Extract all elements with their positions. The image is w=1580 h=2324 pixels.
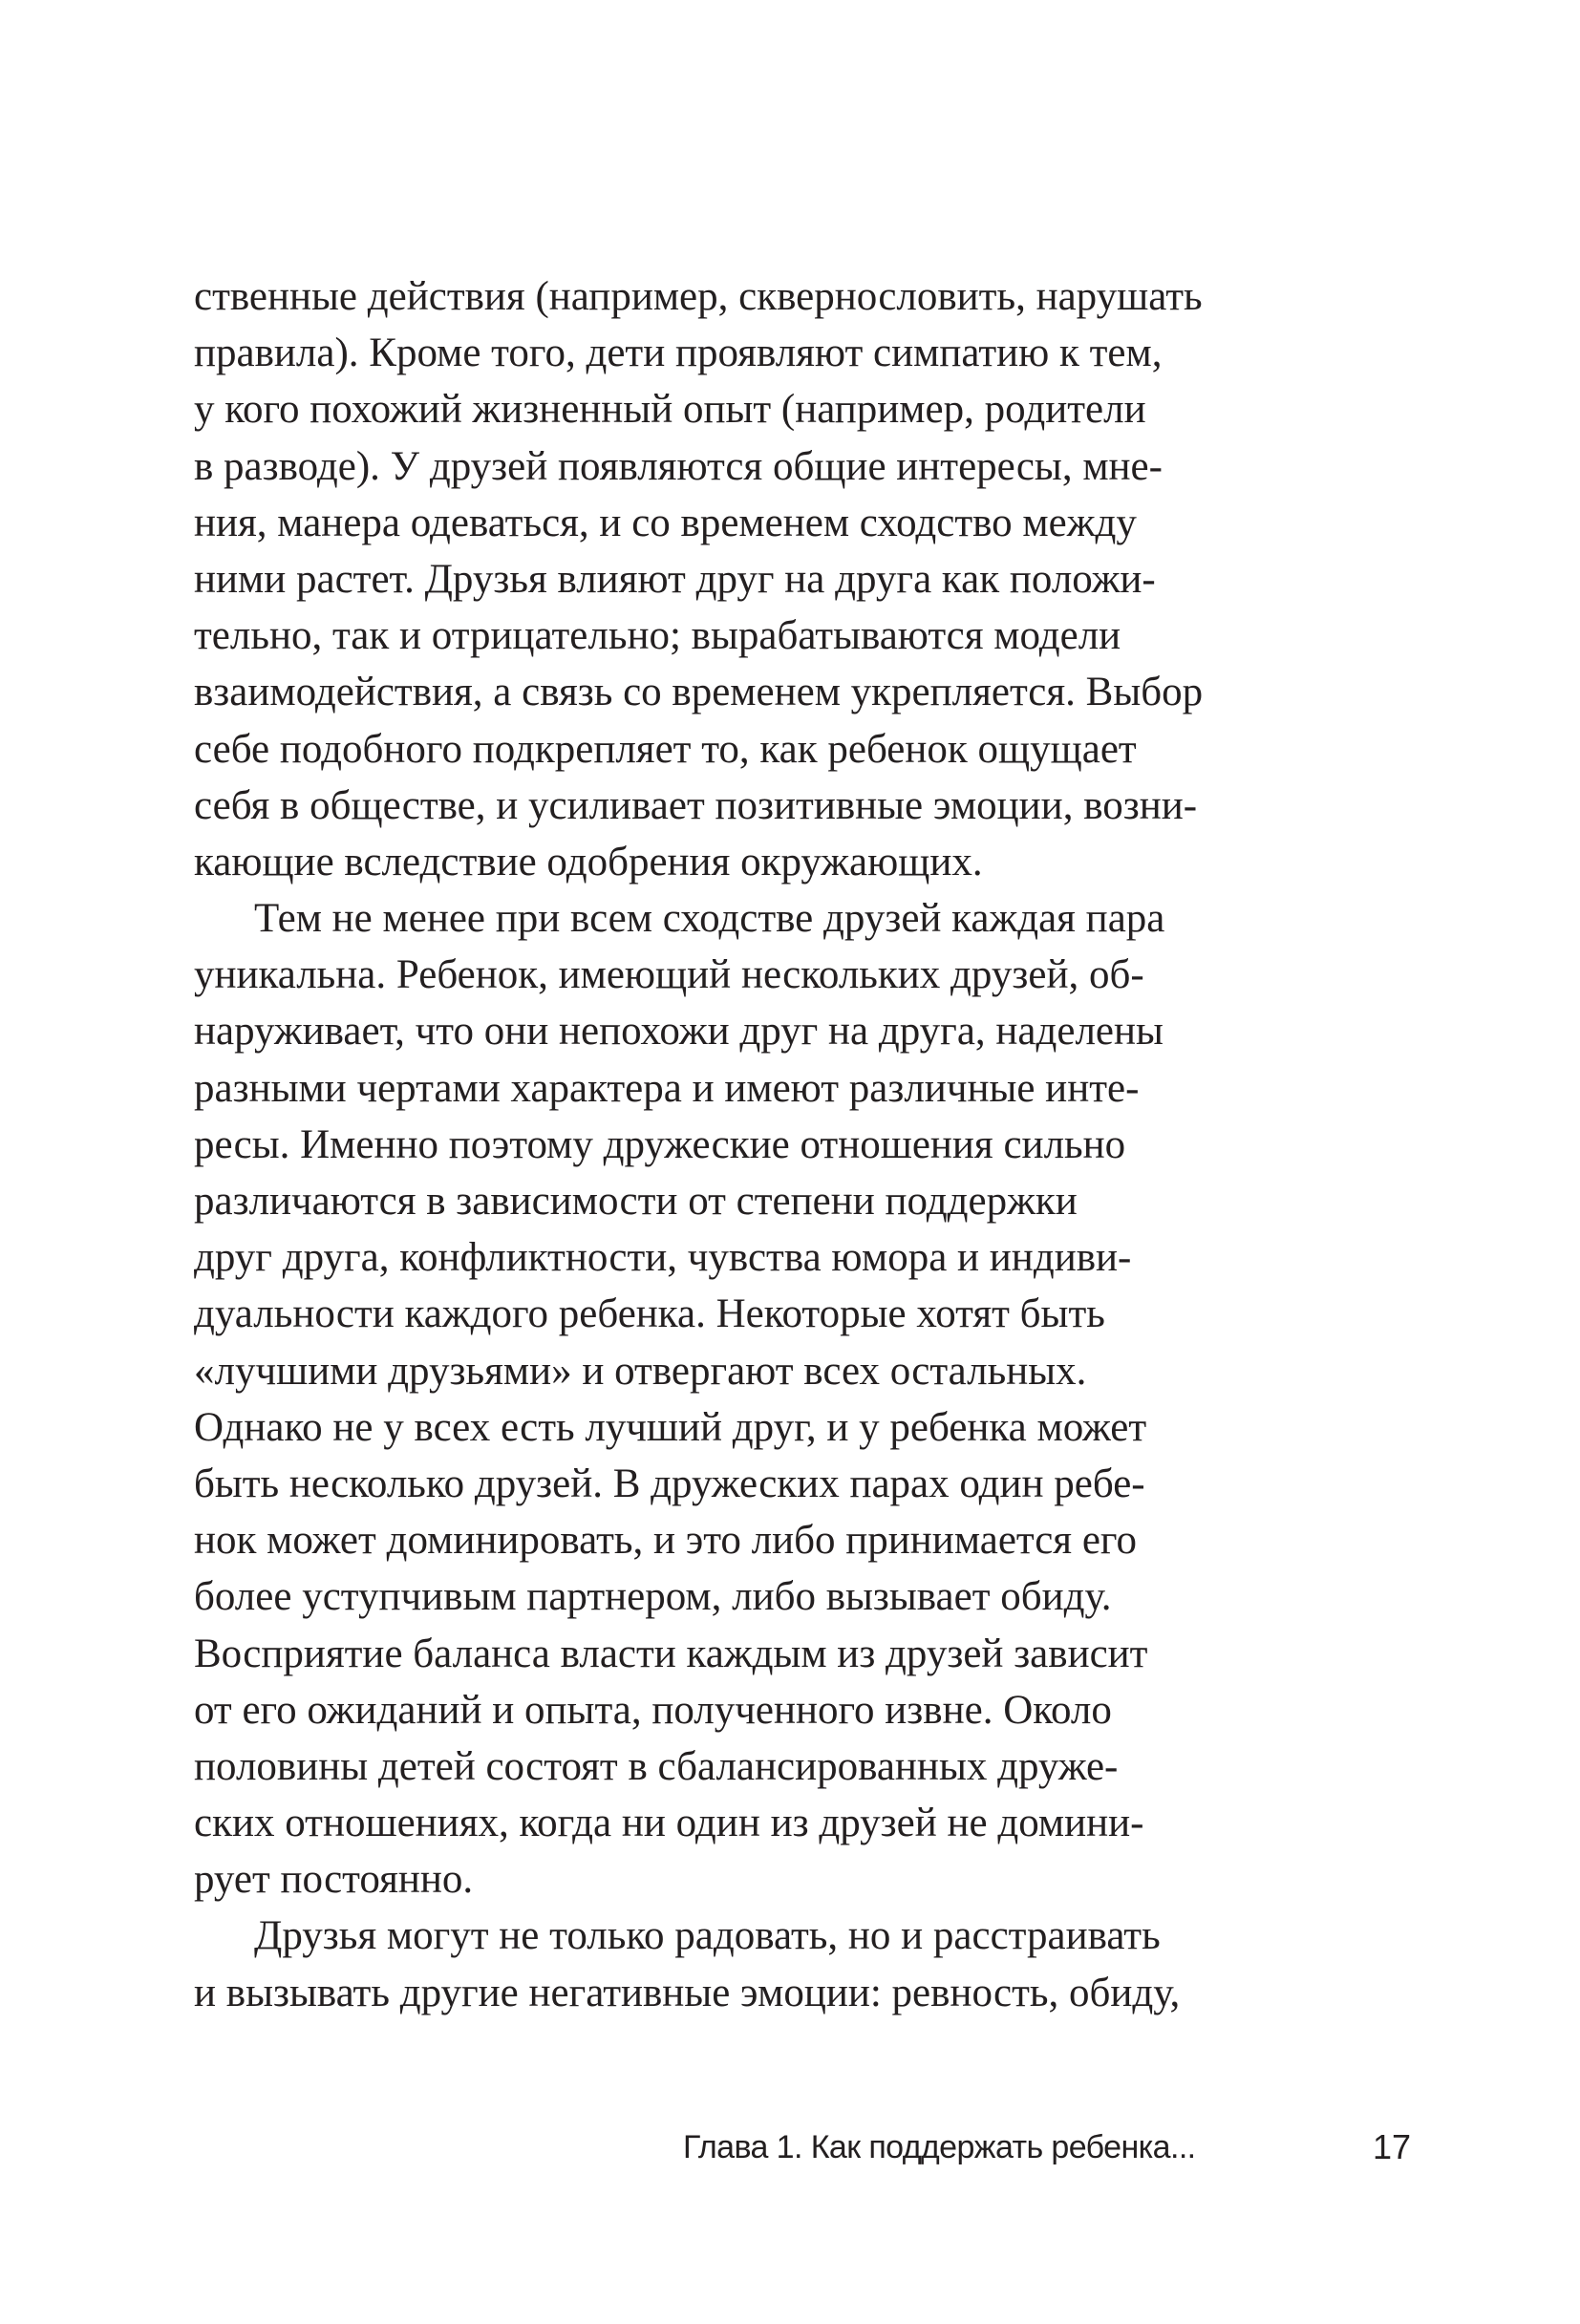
text-line: различаются в зависимости от степени поддержки [194,1179,1078,1224]
body-text [194,268,1302,2021]
text-line: быть несколько друзей. В дружеских парах один ребе- [194,1460,1145,1506]
text-line: ских отношениях, когда ни один из друзей не домини- [194,1801,1144,1846]
text-line: половины детей состоят в сбалансированных друже- [194,1743,1119,1789]
text-line: Друзья могут не только радовать, но и расстраивать [254,1913,1161,1959]
text-line: друг друга, конфликтности, чувства юмора и индиви- [194,1235,1132,1281]
paragraph-1 [194,268,1302,890]
text-line: Однако не у всех есть лучший друг, и у ребенка может [194,1404,1147,1450]
text-line: Восприятие баланса власти каждым из друзей зависит [194,1631,1148,1676]
text-line: Тем не менее при всем сходстве друзей каждая пара [254,896,1165,942]
paragraph-2 [194,890,1302,1908]
text-line: у кого похожий жизненный опыт (например, родители [194,387,1146,433]
running-head: Глава 1. Как поддержать ребенка... [683,2129,1196,2165]
text-line: рует постоянно. [194,1857,474,1903]
text-line: и вызывать другие негативные эмоции: ревность, обиду, [194,1970,1181,2015]
text-line: дуальности каждого ребенка. Некоторые хотят быть [194,1291,1105,1337]
text-line: «лучшими друзьями» и отвергают всех остальных. [194,1348,1087,1394]
text-line: разными чертами характера и имеют различные инте- [194,1065,1140,1111]
text-line: ственные действия (например, сквернословить, нарушать [194,274,1203,319]
text-line: уникальна. Ребенок, имеющий нескольких друзей, об- [194,952,1144,998]
text-line: тельно, так и отрицательно; вырабатываются модели [194,613,1121,659]
text-line: правила). Кроме того, дети проявляют симпатию к тем, [194,330,1163,376]
text-line: взаимодействия, а связь со временем укрепляется. Выбор [194,670,1204,715]
text-line: нок может доминировать, и это либо принимается его [194,1518,1137,1564]
text-line: кающие вследствие одобрения окружающих. [194,839,983,885]
text-line: себя в обществе, и усиливает позитивные эмоции, возни- [194,782,1198,828]
text-line: в разводе). У друзей появляются общие интересы, мне- [194,443,1163,489]
text-line: более уступчивым партнером, либо вызывает обиду. [194,1574,1112,1620]
text-line: ними растет. Друзья влияют друг на друга как положи- [194,556,1156,602]
text-line: наруживает, что они непохожи друг на друга, наделены [194,1009,1164,1055]
text-line: ресы. Именно поэтому дружеские отношения сильно [194,1121,1126,1167]
text-line: от его ожиданий и опыта, полученного извне. Около [194,1687,1112,1733]
text-line: ния, манера одеваться, и со временем сходство между [194,500,1137,545]
paragraph-3 [194,1908,1302,2020]
page-footer [0,2126,1580,2168]
page-number: 17 [1373,2127,1412,2166]
text-line: себе подобного подкрепляет то, как ребенок ощущает [194,726,1137,772]
